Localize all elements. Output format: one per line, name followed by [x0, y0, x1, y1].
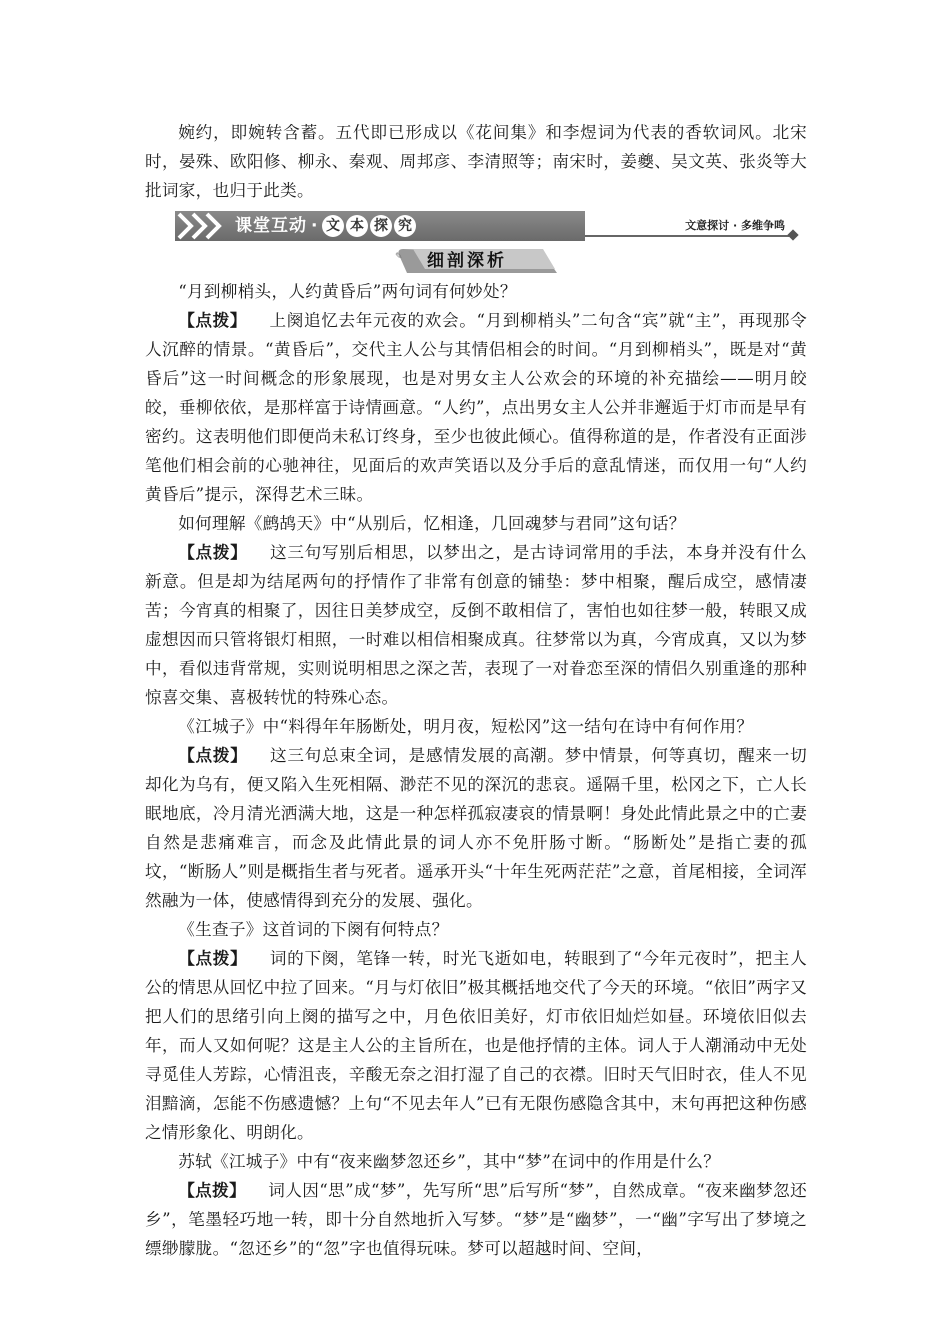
chevron-right-icon: [175, 211, 235, 241]
question-text: “月到柳梢头，人约黄昏后”两句词有何妙处？: [178, 282, 517, 301]
intro-paragraph: 婉约，即婉转含蓄。五代即已形成以《花间集》和李煜词为代表的香软词风。北宋时，晏殊、欧阳修、柳永、秦观、周邦彦、李清照等；南宋时，姜夔、吴文英、张炎等大批词家，也归于此类。: [145, 123, 807, 200]
answer-text: 词的下阕，笔锋一转，时光飞逝如电，转眼到了“今年元夜时”，把主人公的情思从回忆中拉了回来。“月与灯依旧”极其概括地交代了今天的环境。“依旧”两字又把人们的思绪引向上阕的描写之中，月色依旧美好，灯市依旧灿烂如昼。环境依旧似去年，而人又如何呢？这是主人公的主旨所在，也是他抒情的主体。词人于人潮涌动中无处寻觅佳人芳踪，心情沮丧，辛酸无奈之泪打湿了自己的衣襟。旧时天气旧时衣，佳人不见泪黯滴，怎能不伤感遗憾？上句“不见去年人”已有无限伤感隐含其中，末句再把这种伤感之情形象化、明朗化。: [145, 949, 807, 1142]
answer-paragraph: [145, 306, 807, 509]
tag-label: 【点拨】: [178, 310, 248, 330]
qa-block: [145, 712, 807, 915]
banner-subtitle: 文意探讨 · 多维争鸣: [685, 219, 785, 232]
answer-text: 这三句写别后相思，以梦出之，是古诗词常用的手法，本身并没有什么新意。但是却为结尾两句的抒情作了非常有创意的铺垫：梦中相聚，醒后成空，感情凄苦；今宵真的相聚了，因往日美梦成空，反倒不敢相信了，害怕也如往梦一般，转眼又成虚想因而只管将银灯相照，一时难以相信相聚成真。往梦常以为真，今宵成真，又以为梦中，看似违背常规，实则说明相思之深之苦，表现了一对眷恋至深的情侣久别重逢的那种惊喜交集、喜极转忧的特殊心态。: [145, 543, 807, 707]
tag-label: 【点拨】: [178, 948, 248, 968]
svg-text:✎: ✎: [395, 252, 403, 262]
banner-circled-char: 探: [370, 215, 392, 237]
answer-paragraph: [145, 538, 807, 712]
question-text: 《生查子》这首词的下阕有何特点？: [178, 920, 449, 939]
tag-label: 【点拨】: [178, 542, 248, 562]
answer-paragraph: [145, 741, 807, 915]
answer-text: 这三句总束全词，是感情发展的高潮。梦中情景，何等真切，醒来一切却化为乌有，便又陷入生死相隔、渺茫不见的深沉的悲哀。遥隔千里，松冈之下，亡人长眠地底，冷月清光洒满大地，这是一种怎样孤寂凄哀的情景啊！身处此情此景之中的亡妻自然是悲痛难言，而念及此情此景的词人亦不免肝肠寸断。“肠断处”是指亡妻的孤坟，“断肠人”则是概指生者与死者。遥承开头“十年生死两茫茫”之意，首尾相接，全词浑然融为一体，使感情得到充分的发展、强化。: [145, 746, 807, 910]
banner-dot: ·: [311, 216, 319, 236]
sub-banner: [145, 247, 807, 275]
question-text: 苏轼《江城子》中有“夜来幽梦忽还乡”，其中“梦”在词中的作用是什么？: [178, 1152, 721, 1171]
qa-block: [145, 1147, 807, 1263]
answer-paragraph: [145, 1176, 807, 1263]
banner-title-main: 课堂互动: [235, 216, 307, 236]
question-text: 《江城子》中“料得年年肠断处，明月夜，短松冈”这一结句在诗中有何作用？: [178, 717, 754, 736]
banner-title: [235, 213, 418, 239]
banner-circled-char: 本: [346, 215, 368, 237]
qa-block: [145, 509, 807, 712]
page-content: [145, 118, 807, 1263]
banner-rule: [585, 235, 789, 237]
sub-banner-title: 细剖深析: [427, 251, 507, 271]
answer-text: 上阕追忆去年元夜的欢会。“月到柳梢头”二句含“宾”就“主”，再现那令人沉醉的情景。“黄昏后”，交代主人公与其情侣相会的时间。“月到柳梢头”，既是对“黄昏后”这一时间概念的形象展现，也是对男女主人公欢会的环境的补充描绘——明月皎皎，垂柳依依，是那样富于诗情画意。“人约”，点出男女主人公并非邂逅于灯市而是早有密约。这表明他们即便尚未私订终身，至少也彼此倾心。值得称道的是，作者没有正面涉笔他们相会前的心驰神往，见面后的欢声笑语以及分手后的意乱情迷，而仅用一句“人约黄昏后”提示，深得艺术三昧。: [145, 311, 807, 504]
qa-block: [145, 915, 807, 1147]
tag-label: 【点拨】: [178, 745, 248, 765]
section-banner: [145, 211, 807, 241]
answer-text: 词人因“思”成“梦”，先写所“思”后写所“梦”，自然成章。“夜来幽梦忽还乡”，笔墨轻巧地一转，即十分自然地折入写梦。“梦”是“幽梦”，一“幽”字写出了梦境之缥缈朦胧。“忽还乡”的“忽”字也值得玩味。梦可以超越时间、空间，: [145, 1181, 807, 1258]
qa-block: [145, 277, 807, 509]
tag-label: 【点拨】: [178, 1180, 247, 1200]
diamond-icon: [787, 229, 798, 240]
answer-paragraph: [145, 944, 807, 1147]
question-text: 如何理解《鹧鸪天》中“从别后，忆相逢，几回魂梦与君同”这句话？: [178, 514, 686, 533]
banner-circled-char: 文: [322, 215, 344, 237]
banner-circled-char: 究: [394, 215, 416, 237]
